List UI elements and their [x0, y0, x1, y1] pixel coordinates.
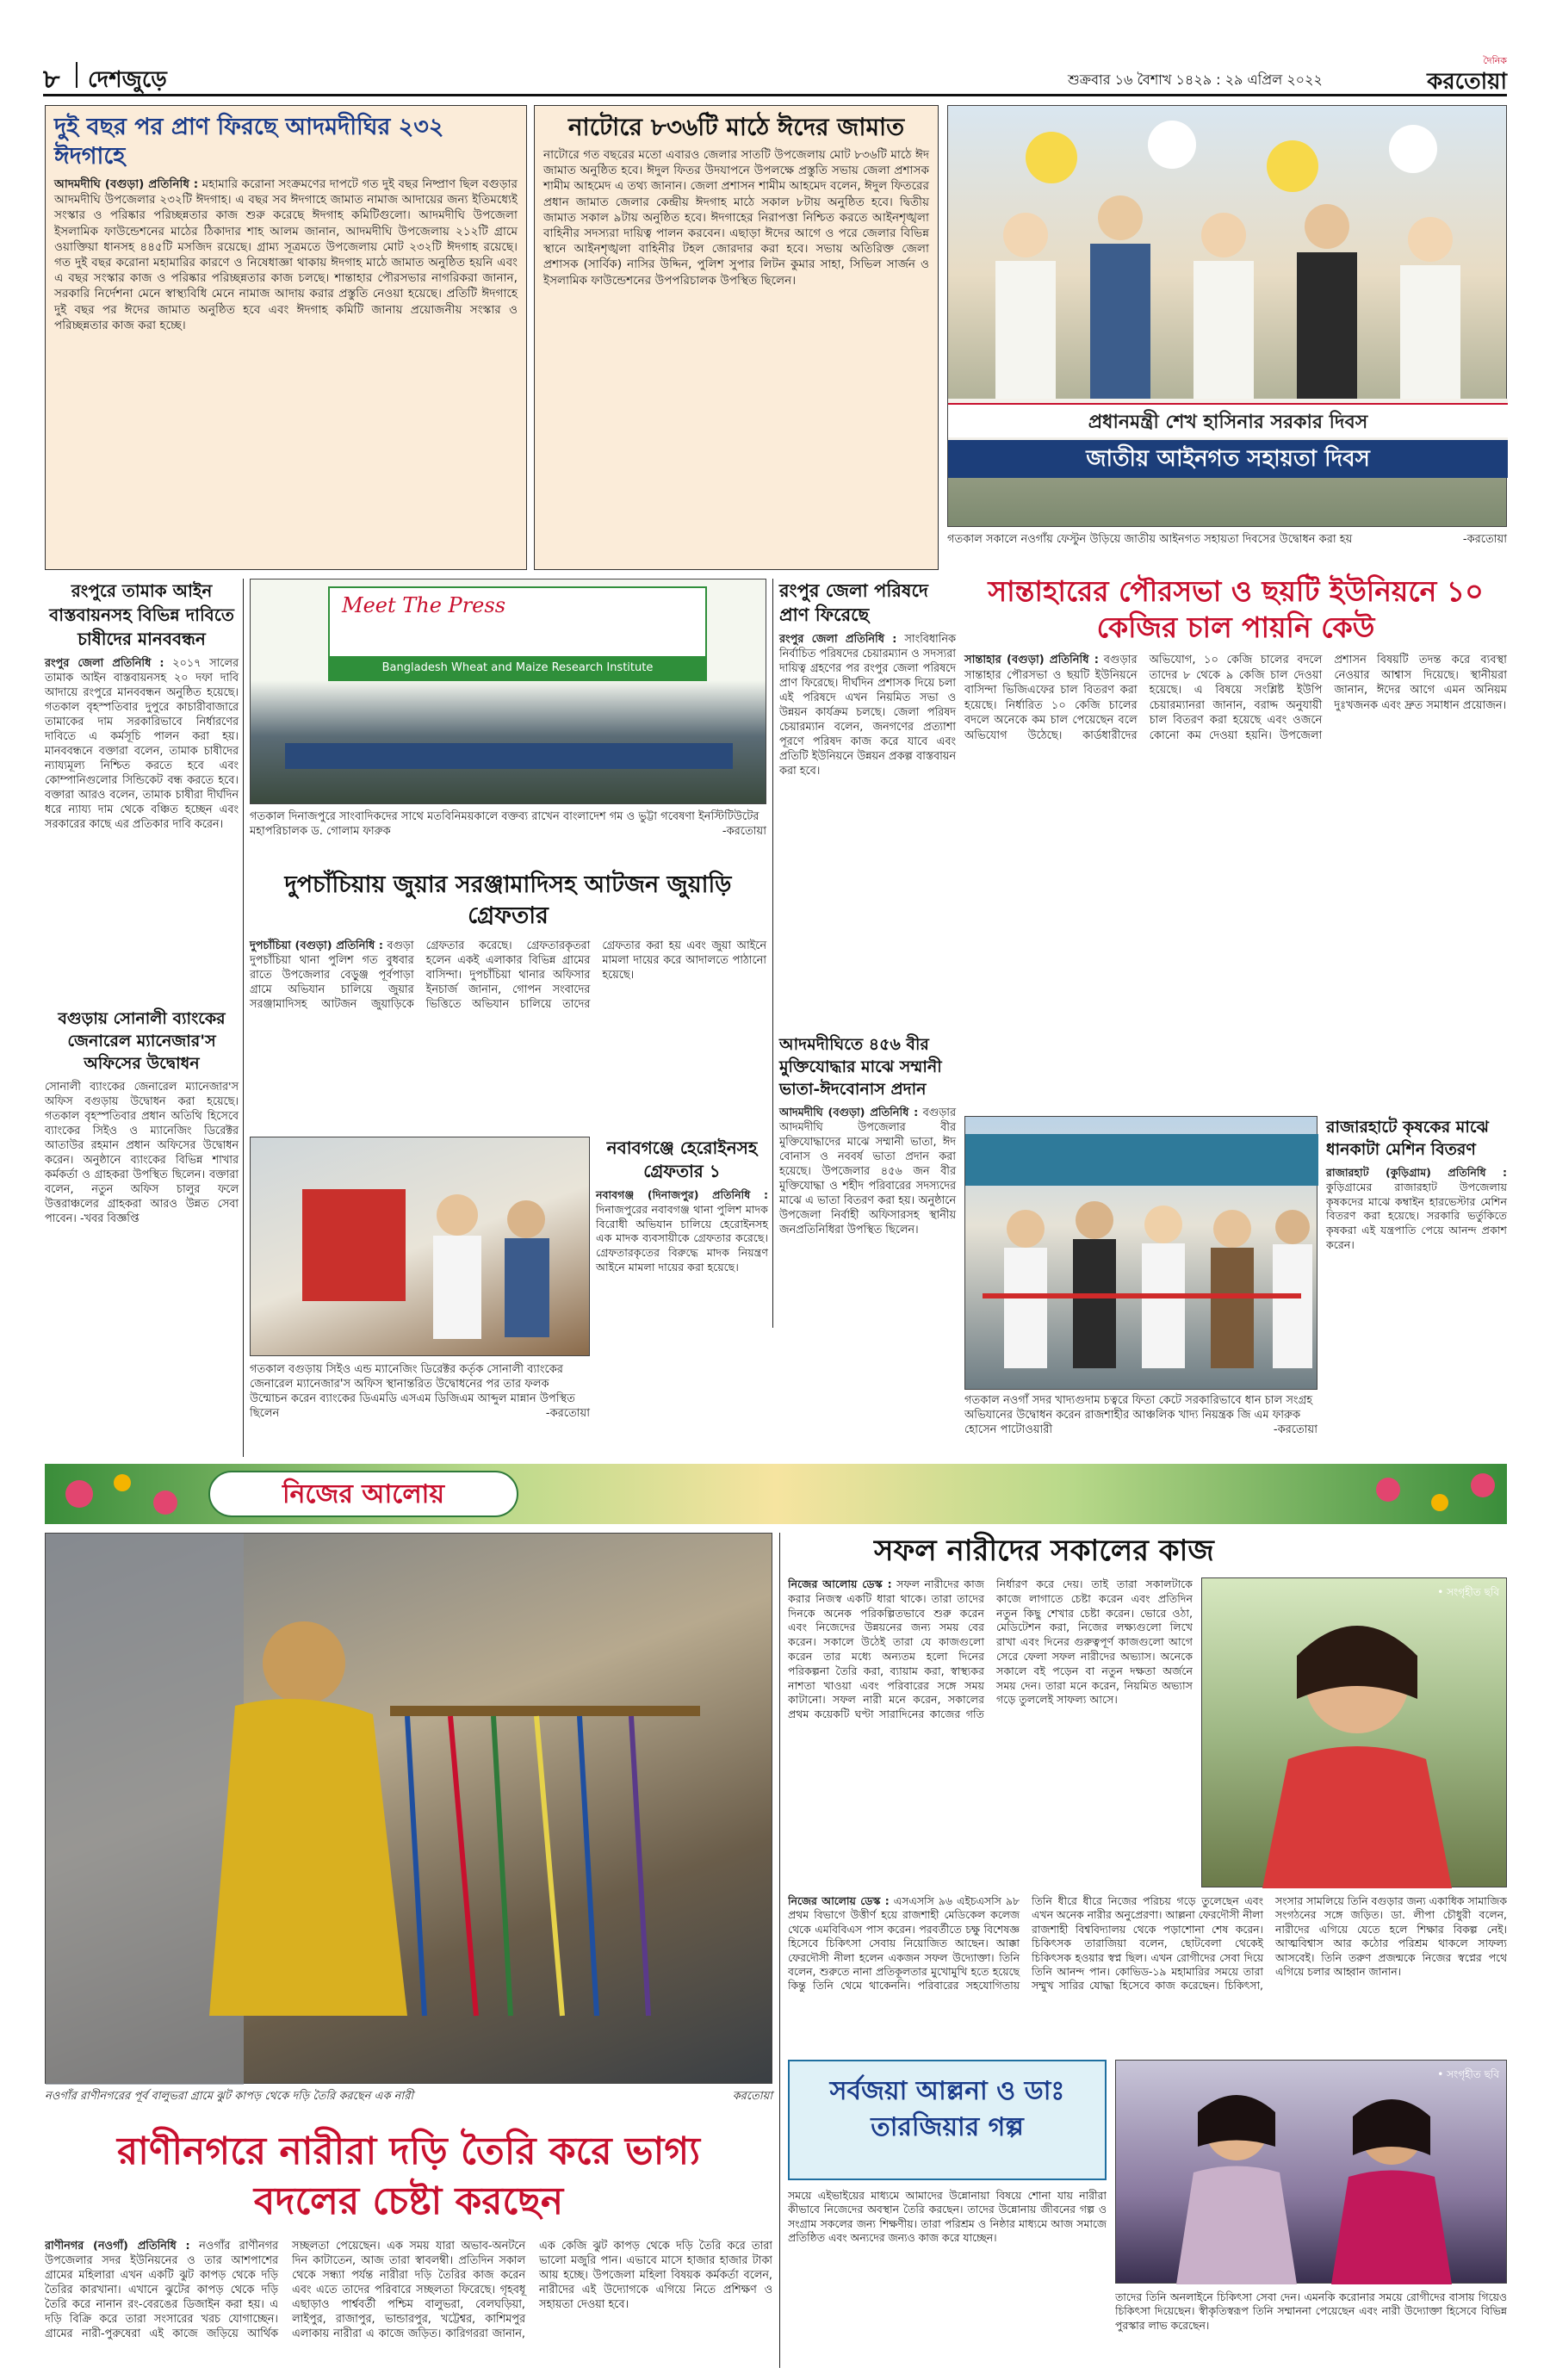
article-freedom-fighters — [779, 1033, 956, 1455]
byline: আদমদীঘি (বগুড়া) প্রতিনিধি : — [54, 177, 199, 191]
article-body — [250, 939, 766, 1012]
headline: রংপুর জেলা পরিষদে প্রাণ ফিরেছে — [779, 580, 928, 625]
banner-title: Meet The Press — [342, 593, 506, 617]
body-text-5: তাদের তিনি অনলাইনে চিকিৎসা সেবা দেন। এমনকি করোনার সময়ে রোগীদের বাসায় গিয়েও চিকিৎসা দিয়েছেন। স্বীকৃতিস্বরূপ তিনি সম্মাননা পেয়েছেন এবং নারী উদ্যোক্তা হিসেবে বিভিন্ন পুরস্কার লাভ করেছেন। — [1115, 2290, 1507, 2332]
portrait-scene — [1202, 1578, 1508, 1888]
article-adamdighi-eidgah — [45, 105, 527, 570]
byline: নবাবগঞ্জ (দিনাজপুর) প্রতিনিধি : — [596, 1188, 768, 1201]
article-rangpur-zila-parishad — [779, 579, 956, 1026]
body-text: বগুড়ার সান্তাহার পৌরসভা ও ছয়টি ইউনিয়নে বাসিন্দা ভিজিএফের চাল বিতরণ করা হয়েছে। নির্ধারিত ১০ কেজি চালের বদলে অনেকে কম চাল পেয়েছেন বলে অভিযোগ উঠেছে। কার্ডধারীদের অভিযোগ, ১০ কেজি চালের বদলে তাদের ৮ থেকে ৯ কেজি চাল দেওয়া হয়েছে। এ বিষয়ে সংশ্লিষ্ট ইউপি চেয়ারম্যানরা জানান, বরাদ্দ অনুযায়ী চাল বিতরণ করা হয়েছে এবং ওজনে কোনো কম দেওয়া হয়নি। উপজেলা প্রশাসন বিষয়টি তদন্ত করে ব্যবস্থা নেওয়ার আশ্বাস দিয়েছে। স্থানীয়রা জানান, ঈদের আগে এমন অনিয়ম দুঃখজনক এবং দ্রুত সমাধান প্রয়োজন। — [964, 654, 1507, 742]
article-body-top — [788, 1894, 1507, 2049]
article-credit: -খবর বিজ্ঞপ্তি — [79, 1212, 140, 1225]
body-text: নাটোরে গত বছরের মতো এবারও জেলার সাতটি উপজেলায় মোট ৮৩৬টি মাঠে ঈদ জামাত অনুষ্ঠিত হবে। ঈদুল ফিতর উদযাপনে উপলক্ষে প্রস্তুতি সভায় জেলা প্রশাসক শামীম আহমেদ এ তথ্য জানান। জেলা প্রশাসন শামীম আহমেদ বলেন, ঈদুল ফিতরের প্রধান জামাত জেলার কেন্দ্রীয় ঈদগাহ মাঠে সকাল ৮টায় অনুষ্ঠিত হবে। দ্বিতীয় জামাত সকাল ৯টায় অনুষ্ঠিত হবে। ঈদগাহের নিরাপত্তা নিশ্চিত করতে আইনশৃঙ্খলা বাহিনীর সদস্যরা দায়িত্ব পালন করবেন। এছাড়া ঈদের আগে ও পরে জেলার বিভিন্ন স্থানে আইনশৃঙ্খলা বাহিনীর টহল জোরদার করা হবে। সভায় অতিরিক্ত জেলা প্রশাসক (সার্বিক) নাসির উদ্দিন, পুলিশ সুপার লিটন কুমার সাহা, সিভিল সার্জন ও ইসলামিক ফাউন্ডেশনের উপপরিচালক উপস্থিত ছিলেন। — [543, 148, 929, 288]
headline: দুই বছর পর প্রাণ ফিরছে আদমদীঘির ২৩২ ঈদগাহে — [54, 114, 444, 170]
article-body — [1326, 1166, 1507, 1253]
byline: আদমদীঘি (বগুড়া) প্রতিনিধি : — [779, 1106, 919, 1119]
photo-caption: গতকাল নওগাঁ সদর খাদ্যগুদাম চত্বরে ফিতা কেটে সরকারিভাবে ধান চাল সংগ্রহ অভিযানের উদ্বোধন করেন রাজশাহীর আঞ্চলিক খাদ্য নিয়ন্ত্রক জি এম ফারুক হোসেন পাটোওয়ারী -করতোয়া — [964, 1394, 1318, 1436]
caption-credit: -করতোয়া — [545, 1407, 590, 1420]
body-text: বগুড়া দুপচাঁচিয়া থানা পুলিশ গত বুধবার রাতে উপজেলার বেড়ুঞ্জ পূর্বপাড়া গ্রামে অভিযান চালিয়ে জুয়ার সরঞ্জামাদিসহ আটজন জুয়াড়িকে গ্রেফতার করেছে। গ্রেফতারকৃতরা হলেন একই এলাকার বিভিন্ন গ্রামের বাসিন্দা। দুপচাঁচিয়া থানার অফিসার ইনচার্জ জানান, গোপন সংবাদের ভিত্তিতে অভিযান চালিয়ে তাদের গ্রেফতার করা হয় এবং জুয়া আইনে মামলা দায়ের করে আদালতে পাঠানো হয়েছে। — [250, 939, 766, 1011]
banner-text-2: জাতীয় আইনগত সহায়তা দিবস — [1086, 446, 1370, 472]
logo-big: করতোয়া — [1427, 69, 1507, 95]
headline: নাটোরে ৮৩৬টি মাঠে ঈদের জামাত — [567, 113, 905, 141]
article-body — [779, 632, 956, 778]
column-rule — [779, 1533, 780, 2368]
body-text: নওগাঁর রাণীনগর উপজেলার সদর ইউনিয়নের ও তার আশপাশের গ্রামের মহিলারা এখন একটি ঝুট কাপড় থেকে দড়ি তৈরির কারখানা। এখানে ঝুটের কাপড় থেকে দড়ি তৈরি করে নানান রং-বেরঙের ডিজাইন করা হয়। এ দড়ি বিক্রি করে তারা সংসারের খরচ যোগাচ্ছেন। গ্রামের নারী-পুরুষেরা এই কাজে জড়িয়ে আর্থিক সচ্ছলতা পেয়েছেন। এক সময় যারা অভাব-অনটনে দিন কাটাতেন, আজ তারা স্বাবলম্বী। প্রতিদিন সকাল থেকে সন্ধ্যা পর্যন্ত নারীরা দড়ি তৈরির কাজ করেন এবং এতে তাদের পরিবারে সচ্ছলতা ফিরেছে। — [45, 2240, 525, 2340]
caption-credit: -করতোয়া — [1273, 1423, 1318, 1436]
page-header — [43, 53, 1507, 96]
body-text-3: চিকিৎসা, সংসার সামলিয়ে তিনি বগুড়ার জন্য একাধিক সামাজিক সংগঠনের সঙ্গে জড়িত। ডা. লীপা চৌধুরী বলেন, নারীদের এগিয়ে যেতে হলে শিক্ষার বিকল্প নেই। আত্মবিশ্বাস আর কঠোর পরিশ্রম থাকলে সাফল্য আসবেই। তিনি তরুণ প্রজন্মকে নিজের স্বপ্নের পথে এগিয়ে চলার আহ্বান জানান। — [1224, 1894, 1507, 1993]
body-text: মহামারি করোনা সংক্রমণের দাপটে গত দুই বছর নিষ্প্রাণ ছিল বগুড়ার আদমদীঘি উপজেলার ২৩২টি ঈদগাহ। এ বছর সব ঈদগাহে জামাত নামাজ আদায়ের জন্য ইতিমধ্যেই সংস্কার ও পরিষ্কার পরিচ্ছন্নতার কাজ শুরু করেছে ঈদগাহ কমিটিগুলো। আদমদীঘি উপজেলা ইসলামিক ফাউন্ডেশনের মাঠের ঠিকাদার শাহ আলম জানান, আদমদীঘি উপজেলায় ২১২টি গ্রামে ওয়াক্তিয়া ধানসহ ৪৪৫টি মসজিদ রয়েছে। গ্রাম্য সূত্রমতে উপজেলায় মোট ২৩২টি ঈদগাহ রয়েছে। গত দুই বছর করোনা মহামারির কারণে ও নিষেধাজ্ঞা থাকায় ঈদগাহ মাঠে জামাত অনুষ্ঠিত হয়নি এবং এ বছর সংস্কার কাজ ও পরিষ্কার পরিচ্ছন্নতার কাজ চলছে। শান্তাহার পৌরসভার নাগরিকরা জানান, সরকারি নির্দেশনা মেনে স্বাস্থ্যবিধি মেনে নামাজ আদায় করার প্রস্তুতি নেওয়া হয়েছে। প্রতিটি ঈদগাহে দুই বছর পর ঈদের জামাত অনুষ্ঠিত হবে এবং ঈদগাহ কমিটি জানায় প্রয়োজনীয় সংস্কার ও পরিচ্ছন্নতার কাজ করা হচ্ছে। — [54, 177, 518, 332]
article-santahar-rice — [964, 573, 1507, 1107]
caption-credit: করতোয়া — [732, 2090, 772, 2103]
photo-caption: গতকাল সকালে নওগাঁয় ফেস্টুন উড়িয়ে জাতীয় আইনগত সহায়তা দিবসের উদ্বোধন করা হয় -করতোয়া — [947, 533, 1507, 546]
band-title: নিজের আলোয় — [282, 1479, 445, 1509]
byline: নিজের আলোয় ডেস্ক : — [788, 1894, 890, 1907]
bank-inauguration-photo — [250, 1137, 590, 1356]
article-naogaon-legal-aid — [947, 105, 1507, 561]
headline: আদমদীঘিতে ৪৫৬ বীর মুক্তিযোদ্ধার মাঝে সম্মানী ভাতা-ঈদবোনাস প্রদান — [779, 1035, 942, 1099]
photo-credit: • সংগৃহীত ছবি — [1437, 1586, 1499, 1598]
banner-text: প্রধানমন্ত্রী শেখ হাসিনার সরকার দিবস — [1088, 411, 1368, 433]
headline: রংপুরে তামাক আইন বাস্তবায়নসহ বিভিন্ন দাবিতে চাষীদের মানববন্ধন — [49, 580, 234, 649]
page-date: শুক্রবার ১৬ বৈশাখ ১৪২৯ : ২৯ এপ্রিল ২০২২ — [1068, 71, 1323, 88]
byline: রংপুর জেলা প্রতিনিধি : — [779, 633, 897, 646]
byline: রংপুর জেলা প্রতিনিধি : — [45, 657, 164, 670]
byline: সান্তাহার (বগুড়া) প্রতিনিধি : — [964, 654, 1099, 666]
body-text: ২০১৭ সালের তামাক আইন বাস্তবায়নসহ ২০ দফা দাবি আদায়ে রংপুরে মানববন্ধন অনুষ্ঠিত হয়েছে। গতকাল বৃহস্পতিবার দুপুরে কাচারীবাজারে তামাকের দাম সরকারিভাবে নির্ধারণের দাবিতে এ কর্মসূচি পালন করা হয়। মানববন্ধনে বক্তারা বলেন, তামাক চাষীদের ন্যায্যমূল্য নিশ্চিত করতে হবে এবং কোম্পানিগুলোর সিন্ডিকেট বন্ধ করতে হবে। বক্তারা আরও বলেন, তামাক চাষীরা দীর্ঘদিন ধরে ন্যায্য দাম থেকে বঞ্চিত হচ্ছেন এবং সরকারের কাছে এর প্রতিকার দাবি করেন। — [45, 657, 239, 831]
article-nawabganj-heroin — [596, 1137, 768, 1455]
body-text: কুড়িগ্রামের রাজারহাট উপজেলায় কৃষকদের মাঝে কম্বাইন হারভেস্টার মেশিন বিতরণ করা হয়েছে। সরকারি ভর্তুকিতে কৃষকরা এই যন্ত্রপাতি পেয়ে আনন্দ প্রকাশ করেন। — [1326, 1180, 1507, 1251]
woman-portrait-photo — [1201, 1577, 1507, 1887]
article-body — [788, 1577, 1193, 1887]
article-dupchanchia-gambling — [250, 870, 766, 1128]
two-women-scene — [1116, 2061, 1508, 2284]
photo-caption: নওগাঁর রাণীনগরের পূর্ব বালুভরা গ্রামে ঝুট কাপড় থেকে দড়ি তৈরি করছেন এক নারী করতোয়া — [45, 2090, 772, 2103]
header-divider — [76, 62, 78, 88]
bank-scene — [251, 1137, 591, 1357]
article-natore-eid — [534, 105, 939, 570]
rope-scene — [46, 1534, 773, 2085]
article-naogaon-procurement — [964, 1116, 1318, 1455]
body-text: এসএসসি ৯৬ এইচএসসি ৯৮ প্রথম বিভাগে উত্তীর্ণ হয়ে রাজশাহী মেডিকেল কলেজ থেকে এমবিবিএস পাস করেন। পরবর্তীতে চক্ষু বিশেষজ্ঞ হিসেবে চিকিৎসা সেবায় নিয়োজিত আছেন। আক্কা ফেরদৌসী নীলা হলেন একজন সফল উদ্যোক্তা। তিনি বলেন, শুরুতে নানা প্রতিকূলতার মুখোমুখি হতে হয়েছে কিন্তু তিনি থেমে থাকেননি। পরিবারের সহযোগিতায় তিনি ধীরে ধীরে নিজের পরিচয় গড়ে তুলেছেন এবং এখন অনেক নারীর অনুপ্রেরণা। — [788, 1894, 1263, 1993]
band-title-plate — [208, 1471, 518, 1517]
caption-credit: -করতোয়া — [1462, 533, 1507, 546]
article-body-bottom — [1115, 2290, 1507, 2366]
photo-caption: গতকাল বগুড়ায় সিইও এন্ড ম্যানেজিং ডিরেক্টর কর্তৃক সোনালী ব্যাংকের জেনারেল ম্যানেজার'স অফিস স্থানান্তরিত উদ্বোধনের পর তার ফলক উন্মোচন করেন ব্যাংকের ডিএমডি এসএম ডিজিএম আব্দুল মান্নান উপস্থিত ছিলেন -করতোয়া — [250, 1363, 590, 1420]
press-banner — [328, 586, 707, 681]
article-sonali-bank — [45, 1007, 239, 1455]
article-rajarhat-harvester — [1326, 1116, 1507, 1452]
story-title-box — [788, 2060, 1107, 2180]
article-body — [596, 1188, 768, 1275]
body-text: বগুড়ার আদমদীঘি উপজেলার বীর মুক্তিযোদ্ধাদের মাঝে সম্মানী ভাতা, ঈদ বোনাস ও নববর্ষ ভাতা প্রদান করা হয়েছে। উপজেলার ৪৫৬ জন বীর মুক্তিযোদ্ধা ও শহীদ পরিবারের সদস্যদের মাঝে এ ভাতা বিতরণ করা হয়। অনুষ্ঠানে উপজেলা নির্বাহী অফিসারসহ স্থানীয় জনপ্রতিনিধিরা উপস্থিত ছিলেন। — [779, 1106, 956, 1236]
rope-making-photo — [45, 1533, 772, 2084]
legal-aid-photo — [947, 105, 1507, 527]
byline: নিজের আলোয় ডেস্ক : — [788, 1577, 892, 1590]
article-body — [964, 653, 1507, 744]
article-rangpur-tobacco — [45, 579, 239, 1001]
photo-credit: • সংগৃহীত ছবি — [1437, 2068, 1499, 2080]
procurement-photo — [964, 1116, 1318, 1390]
two-women-photo — [1115, 2060, 1507, 2284]
page-number: ৮ — [43, 65, 60, 95]
headline: সান্তাহারের পৌরসভা ও ছয়টি ইউনিয়নে ১০ কেজির চাল পায়নি কেউ — [988, 574, 1484, 644]
column-rule — [772, 579, 773, 1328]
banner-sub: Bangladesh Wheat and Maize Research Institute — [330, 656, 705, 679]
body-text: দিনাজপুরের নবাবগঞ্জ থানা পুলিশ মাদক বিরোধী অভিযান চালিয়ে হেরোইনসহ এক মাদক ব্যবসায়ীকে গ্রেফতার করেছে। গ্রেফতারকৃতের বিরুদ্ধে মাদক নিয়ন্ত্রণ আইনে মামলা দায়ের করা হয়েছে। — [596, 1202, 768, 1274]
body-text-4: সময়ে এইভাইয়ের মাধ্যমে আমাদের উন্নোনায়া বিষয়ে শোনা যায় নারীরা কীভাবে নিজেদের অবস্থান তৈরি করছেন। তাদের উন্নোনায় জীবনের গল্প ও সংগ্রাম সকলের জন্য শিক্ষণীয়। তারা পরিশ্রম ও নিষ্ঠার মাধ্যমে আজ সমাজে প্রতিষ্ঠিত এবং অন্যদের জন্যও কাজ করে যাচ্ছেন। — [788, 2189, 1107, 2245]
headline: রাণীনগরে নারীরা দড়ি তৈরি করে ভাগ্য বদলের চেষ্টা করছেন — [116, 2129, 701, 2223]
feature-successful-women — [788, 1533, 1507, 1890]
headline: বগুড়ায় সোনালী ব্যাংকের জেনারেল ম্যানেজার'স অফিসের উদ্বোধন — [58, 1009, 226, 1073]
article-body-box — [788, 2189, 1107, 2365]
byline: রাজারহাট (কুড়িগ্রাম) প্রতিনিধি : — [1326, 1166, 1507, 1179]
photo-caption: গতকাল দিনাজপুরে সাংবাদিকদের সাথে মতবিনিময়কালে বক্তব্য রাখেন বাংলাদেশ গম ও ভুট্টা গবেষণা ইনস্টিটিউটের মহাপরিচালক ড. গোলাম ফারুক -করতোয়া — [250, 810, 766, 838]
article-bank-photo — [250, 1137, 590, 1455]
ribbon-scene — [965, 1117, 1318, 1391]
body-text-2: গৃহবধূ এছাড়াও পার্শ্ববর্তী পশ্চিম বালুভরা, বেলঘড়িয়া, লাইপুর, রাজাপুর, ভান্ডারপুর, খট্টেশ্বর, কাশিমপুর এলাকায় নারীরা এ কাজে জড়িত। কারিগররা জানান, এক কেজি ঝুট কাপড় থেকে দড়ি তৈরি করে তারা ভালো মজুরি পান। এভাবে মাসে হাজার হাজার টাকা আয় হচ্ছে। উপজেলা মহিলা বিষয়ক কর্মকর্তা বলেন, নারীদের এই উদ্যোগকে এগিয়ে নিতে প্রশিক্ষণ ও সহায়তা দেওয়া হবে। — [292, 2240, 772, 2340]
banner-strip-2 — [948, 440, 1508, 478]
box-title: সর্বজয়া আল্লনা ও ডাঃ তারজিয়ার গল্প — [829, 2076, 1065, 2142]
headline: নবাবগঞ্জে হেরোইনসহ গ্রেফতার ১ — [606, 1137, 758, 1181]
article-meet-the-press — [250, 579, 766, 863]
headline: রাজারহাটে কৃষকের মাঝে ধানকাটা মেশিন বিতরণ — [1326, 1118, 1489, 1159]
article-body — [45, 2239, 772, 2368]
feature-women-stories — [788, 1894, 1507, 2368]
byline: দুপচাঁচিয়া (বগুড়া) প্রতিনিধি : — [250, 939, 384, 952]
masthead-logo — [1412, 53, 1507, 93]
column-rule — [243, 579, 244, 1457]
article-body — [45, 656, 239, 832]
press-conference-photo — [250, 579, 766, 804]
body-text: সোনালী ব্যাংকের জেনারেল ম্যানেজার'স অফিস বগুড়ায় উদ্বোধন করা হয়েছে। গতকাল বৃহস্পতিবার প্রধান অতিথি হিসেবে ব্যাংকের সিইও ও ম্যানেজিং ডিরেক্টর আতাউর রহমান প্রধান অফিসের উদ্বোধন করেন। অনুষ্ঠানে ব্যাংকের বিভিন্ন শাখার কর্মকর্তা ও গ্রাহকরা উপস্থিত ছিলেন। বক্তারা বলেন, নতুন অফিস চালুর ফলে উত্তরাঞ্চলের গ্রাহকরা আরও উন্নত সেবা পাবেন। — [45, 1081, 239, 1225]
byline: রাণীনগর (নওগাঁ) প্রতিনিধি : — [45, 2240, 190, 2253]
headline: সফল নারীদের সকালের কাজ — [874, 1534, 1214, 1568]
body-text: সফল নারীদের কাজ করার নিজস্ব একটি ধারা থাকে। তারা তাদের দিনকে অনেক পরিকল্পিতভাবে শুরু করেন এবং নিজেদের উন্নয়নের জন্য সময় বের করেন। সকালে উঠেই তারা যে কাজগুলো করেন তার মধ্যে অন্যতম হলো দিনের পরিকল্পনা তৈরি করা, ব্যায়াম করা, স্বাস্থ্যকর নাশতা খাওয়া এবং পরিবারের সঙ্গে সময় কাটানো। সফল নারী মনে করেন, সকালের প্রথম কয়েকটি ঘণ্টা সারাদিনের কাজের গতি নির্ধারণ করে দেয়। তাই তারা সকালটাকে কাজে লাগাতে চেষ্টা করেন এবং প্রতিদিন নতুন কিছু শেখার চেষ্টা করেন। — [788, 1577, 1193, 1721]
body-text-2: ভোরে ওঠা, মেডিটেশন করা, নিজের লক্ষ্যগুলো লিখে রাখা এবং দিনের গুরুত্বপূর্ণ কাজগুলো আগে সেরে ফেলা সফল নারীদের অভ্যাস। অনেকে সকালে বই পড়েন বা নতুন দক্ষতা অর্জনে সময় দেন। তারা মনে করেন, নিয়মিত অভ্যাস গড়ে তুললেই সাফল্য আসে। — [996, 1606, 1193, 1707]
banner-strip — [948, 403, 1508, 437]
section-band-nijer-aloy — [45, 1464, 1507, 1524]
press-table — [285, 743, 733, 769]
feature-rope-making — [45, 1533, 772, 2368]
article-body — [45, 1080, 239, 1226]
headline: দুপচাঁচিয়ায় জুয়ার সরঞ্জামাদিসহ আটজন জুয়াড়ি গ্রেফতার — [284, 871, 732, 929]
article-body — [779, 1106, 956, 1237]
logo-small: দৈনিক — [1483, 55, 1507, 66]
caption-credit: -করতোয়া — [722, 825, 766, 838]
body-text: সাংবিধানিক নির্বাচিত পরিষদের চেয়ারম্যান ও সদস্যরা দায়িত্ব গ্রহণের পর রংপুর জেলা পরিষদে প্রাণ ফিরেছে। দীর্ঘদিন প্রশাসক দিয়ে চলা এই পরিষদে এখন নিয়মিত সভা ও উন্নয়ন কার্যক্রম চলছে। জেলা পরিষদ চেয়ারম্যান বলেন, জনগণের প্রত্যাশা পূরণে পরিষদ কাজ করে যাবে এবং প্রতিটি ইউনিয়নে উন্নয়ন প্রকল্প বাস্তবায়ন করা হবে। — [779, 633, 957, 778]
body-text-2: আল্লনা ফেরদৌসী নীলা রাজশাহী বিশ্ববিদ্যালয় থেকে পড়াশোনা শেষ করেন। চিকিৎসক তারাজিয়া বলেন, ছোটবেলা থেকেই চিকিৎসক হওয়ার স্বপ্ন ছিল। এখন রোগীদের সেবা দিয়ে তিনি আনন্দ পান। কোভিড-১৯ মহামারির সময়ে তারা সম্মুখ সারির যোদ্ধা হিসেবে কাজ করেছেন। — [1032, 1908, 1263, 1993]
article-body — [54, 177, 518, 333]
section-name: দেশজুড়ে — [88, 67, 167, 93]
